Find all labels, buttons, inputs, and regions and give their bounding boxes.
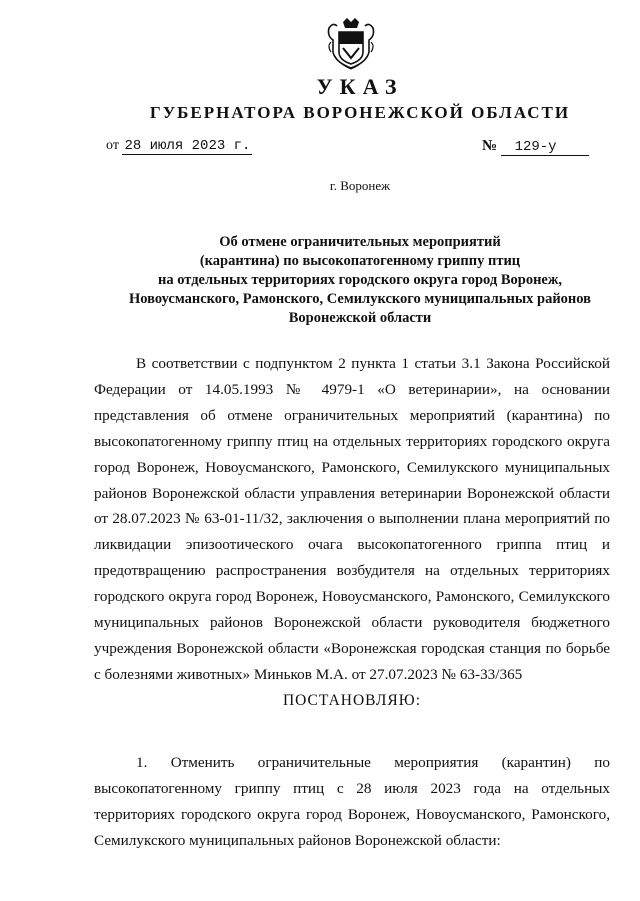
paragraph-line: представления об отмене ограничительных мероприятий (карантина) по [94, 406, 610, 424]
heading-line: Новоусманского, Рамонского, Семилукского муниципальных районов [128, 291, 592, 307]
date-prefix: от [106, 138, 119, 153]
document-title: УКАЗ [316, 74, 404, 99]
paragraph-line: районов Воронежской области управления ветеринарии Воронежской области [94, 484, 610, 502]
number-row [482, 138, 589, 156]
paragraph-line: учреждения Воронежской области «Воронежская городская станция по борьбе [94, 639, 610, 657]
document-subtitle: ГУБЕРНАТОРА ВОРОНЕЖСКОЙ ОБЛАСТИ [149, 103, 571, 122]
spacer [94, 714, 610, 750]
number-value: 129-у [501, 139, 589, 156]
paragraph-line: В соответствии с подпунктом 2 пункта 1 статьи 3.1 Закона Российской [136, 355, 610, 372]
paragraph-line: город Воронеж, Новоусманского, Рамонского, Семилукского муниципальных [94, 458, 610, 476]
heading-line: Об отмене ограничительных мероприятий [219, 234, 501, 250]
paragraph-line: ликвидации эпизоотического очага высокопатогенного гриппа птиц и [94, 536, 610, 554]
paragraph-line: от 28.07.2023 № 63-01-11/32, заключения о выполнении плана мероприятий по [94, 510, 610, 528]
date-value: 28 июля 2023 г. [124, 138, 251, 154]
heading-line: Воронежской области [288, 310, 432, 326]
heading-line: (карантина) по высокопатогенному гриппу птиц [199, 253, 521, 269]
paragraph-line: Семилукского муниципальных районов Воронежской области: [94, 831, 501, 849]
coat-of-arms-icon [323, 16, 379, 72]
date-row [106, 138, 252, 155]
document-heading [90, 233, 630, 328]
city-label: г. Воронеж [329, 178, 391, 193]
paragraph-line: высокопатогенному гриппу птиц с 28 июля 2023 года на отдельных [94, 779, 610, 797]
paragraph-line: с болезнями животных» Миньков М.А. от 27.07.2023 № 63-33/365 [94, 665, 523, 683]
paragraph-line: муниципальных районов Воронежской области руководителя бюджетного [94, 614, 610, 632]
decree-word: ПОСТАНОВЛЯЮ: [282, 691, 422, 709]
document-body [94, 351, 610, 853]
heading-line: на отдельных территориях городского округа город Воронеж, [157, 272, 563, 288]
paragraph-line: высокопатогенному гриппу птиц на отдельных территориях городского округа [94, 432, 610, 450]
paragraph-line: городского округа город Воронеж, Новоусманского, Рамонского, Семилукского [94, 588, 610, 606]
paragraph-line: Федерации от 14.05.1993 № 4979-1 «О ветеринарии», на основании [94, 380, 610, 398]
paragraph-line: территориях городского округа город Воронеж, Новоусманского, Рамонского, [94, 805, 610, 823]
number-prefix: № [482, 138, 498, 154]
paragraph-line: 1. Отменить ограничительные мероприятия (карантин) по [136, 753, 610, 771]
paragraph-line: предотвращению распространения возбудителя на отдельных территориях [94, 562, 610, 580]
